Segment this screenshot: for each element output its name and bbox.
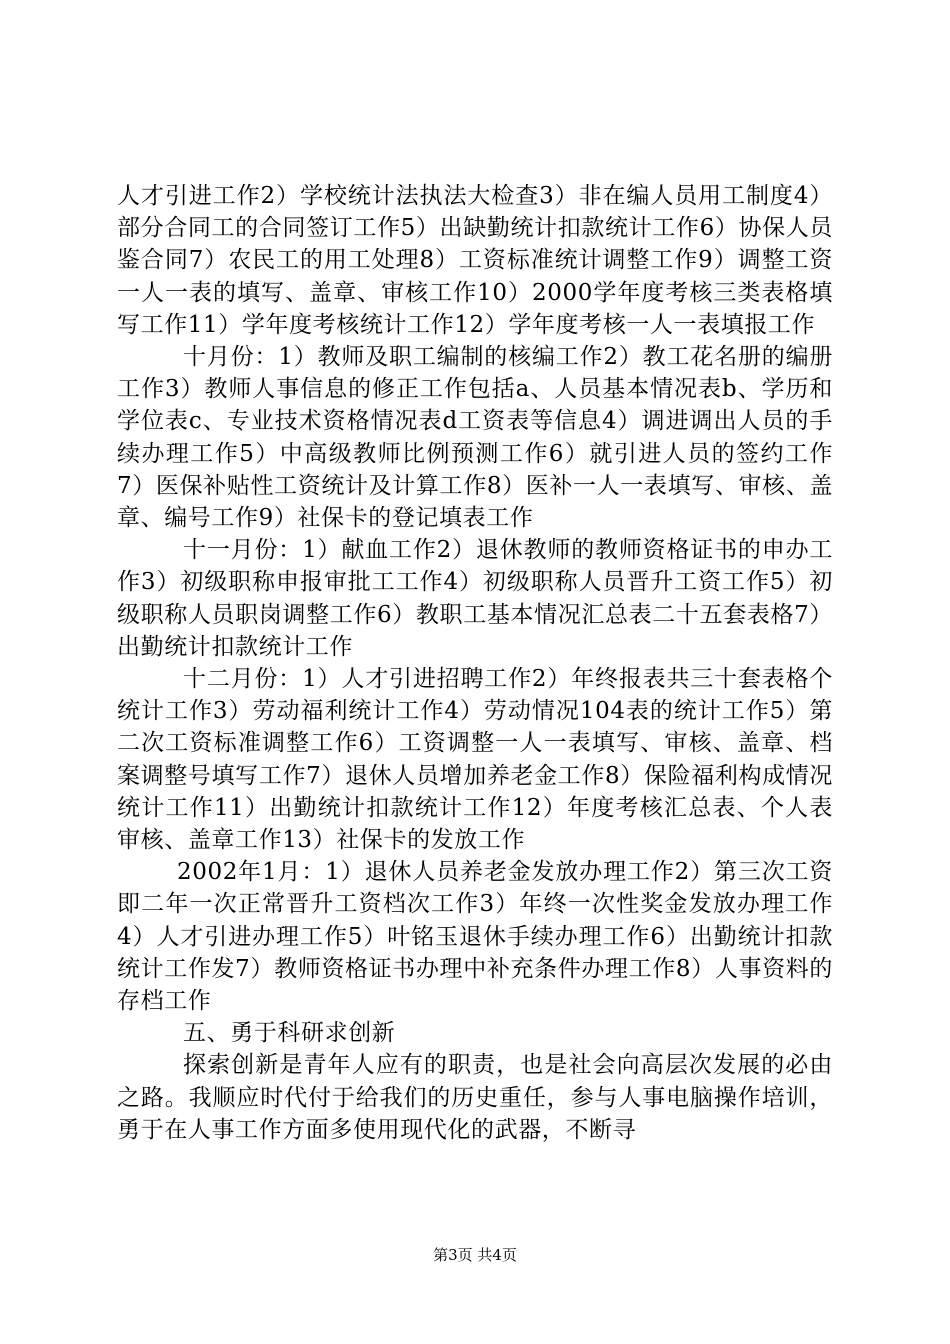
paragraph-october: 十月份：1）教师及职工编制的核编工作2）教工花名册的编册工作3）教师人事信息的修正工作包括a、人员基本情况表b、学历和学位表c、专业技术资格情况表d工资表等信息4）调进调出人员的手续办理工作5）中高级教师比例预测工作6）就引进人员的签约工作7）医保补贴性工资统计及计算工作8）医补一人一表填写、审核、盖章、编号工作9）社保卡的登记填表工作 (117, 344, 833, 532)
paragraph-november: 十一月份：1）献血工作2）退休教师的教师资格证书的申办工作3）初级职称申报审批工工作4）初级职称人员晋升工资工作5）初级职称人员职岗调整工作6）教职工基本情况汇总表二十五套表格7）出勤统计扣款统计工作 (117, 537, 833, 660)
paragraph-january-2002: 2002年1月：1）退休人员养老金发放办理工作2）第三次工资即二年一次正常晋升工资档次工作3）年终一次性奖金发放办理工作4）人才引进办理工作5）叶铭玉退休手续办理工作6）出勤统计扣款统计工作发7）教师资格证书办理中补充条件办理工作8）人事资料的存档工作 (117, 859, 833, 1015)
paragraph-december: 十二月份：1）人才引进招聘工作2）年终报表共三十套表格个统计工作3）劳动福利统计工作4）劳动情况104表的统计工作5）第二次工资标准调整工作6）工资调整一人一表填写、审核、盖章、档案调整号填写工作7）退休人员增加养老金工作8）保险福利构成情况统计工作11）出勤统计扣款统计工作12）年度考核汇总表、个人表审核、盖章工作13）社保卡的发放工作 (117, 666, 833, 854)
document-body (117, 180, 833, 1146)
paragraph-continuation: 人才引进工作2）学校统计法执法大检查3）非在编人员用工制度4）部分合同工的合同签订工作5）出缺勤统计扣款统计工作6）协保人员鉴合同7）农民工的用工处理8）工资标准统计调整工作9）调整工资一人一表的填写、盖章、审核工作10）2000学年度考核三类表格填写工作11）学年度考核统计工作12）学年度考核一人一表填报工作 (117, 183, 833, 338)
section-heading: 五、勇于科研求创新 (183, 1020, 396, 1047)
page-footer: 第3页 共4页 (433, 1246, 517, 1264)
paragraph-innovation: 探索创新是青年人应有的职责，也是社会向高层次发展的必由之路。我顺应时代付于给我们的历史重任，参与人事电脑操作培训，勇于在人事工作方面多使用现代化的武器，不断寻 (117, 1052, 833, 1143)
